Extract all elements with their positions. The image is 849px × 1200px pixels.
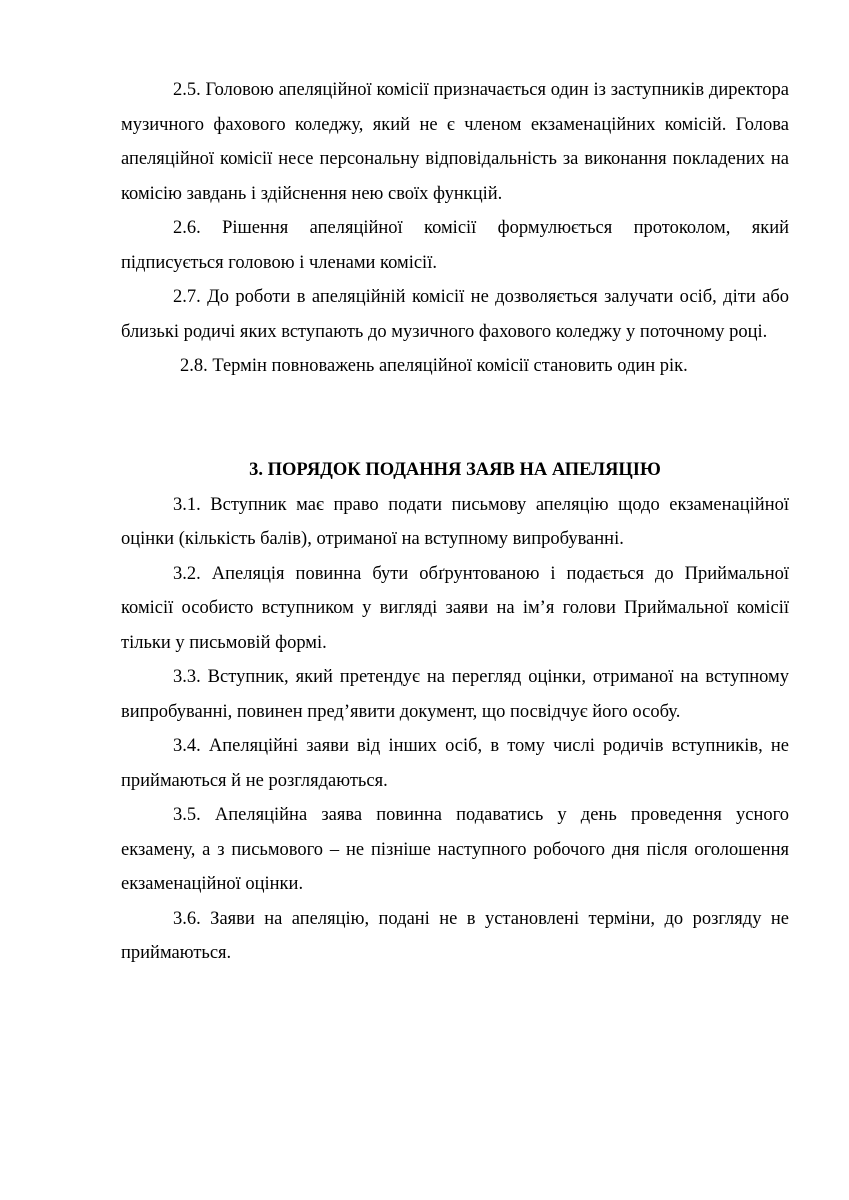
paragraph-2-5: 2.5. Головою апеляційної комісії призначається один із заступників директора музичного фахового коледжу, який не є членом екзаменаційних комісій. Голова апеляційної комісії несе персональну відповідальність за виконання покладених на комісію завдань і здійснення нею своїх функцій. bbox=[121, 80, 789, 204]
paragraph-2-8: 2.8. Термін повноважень апеляційної комісії становить один рік. bbox=[180, 356, 688, 376]
section-3 bbox=[121, 453, 789, 971]
section-2-continuation bbox=[121, 73, 789, 384]
paragraph-3-6: 3.6. Заяви на апеляцію, подані не в установлені терміни, до розгляду не приймаються. bbox=[121, 908, 789, 963]
paragraph-2-6: 2.6. Рішення апеляційної комісії формулюється протоколом, який підписується головою і членами комісії. bbox=[121, 218, 789, 273]
paragraph-3-3: 3.3. Вступник, який претендує на перегляд оцінки, отриманої на вступному випробуванні, повинен пред’явити документ, що посвідчує його особу. bbox=[121, 667, 789, 722]
paragraph-3-5: 3.5. Апеляційна заява повинна подаватись у день проведення усного екзамену, а з письмового – не пізніше наступного робочого дня після оголошення екзаменаційної оцінки. bbox=[121, 805, 789, 894]
paragraph-3-1: 3.1. Вступник має право подати письмову апеляцію щодо екзаменаційної оцінки (кількість балів), отриманої на вступному випробуванні. bbox=[121, 494, 789, 549]
paragraph-2-7: 2.7. До роботи в апеляційній комісії не дозволяється залучати осіб, діти або близькі родичі яких вступають до музичного фахового коледжу у поточному році. bbox=[121, 287, 789, 342]
section-3-heading: 3. ПОРЯДОК ПОДАННЯ ЗАЯВ НА АПЕЛЯЦІЮ bbox=[249, 460, 661, 480]
paragraph-3-4: 3.4. Апеляційні заяви від інших осіб, в тому числі родичів вступників, не приймаються й не розглядаються. bbox=[121, 736, 789, 791]
paragraph-3-2: 3.2. Апеляція повинна бути обґрунтованою і подається до Приймальної комісії особисто вступником у вигляді заяви на ім’я голови Приймальної комісії тільки у письмовій формі. bbox=[121, 563, 789, 653]
